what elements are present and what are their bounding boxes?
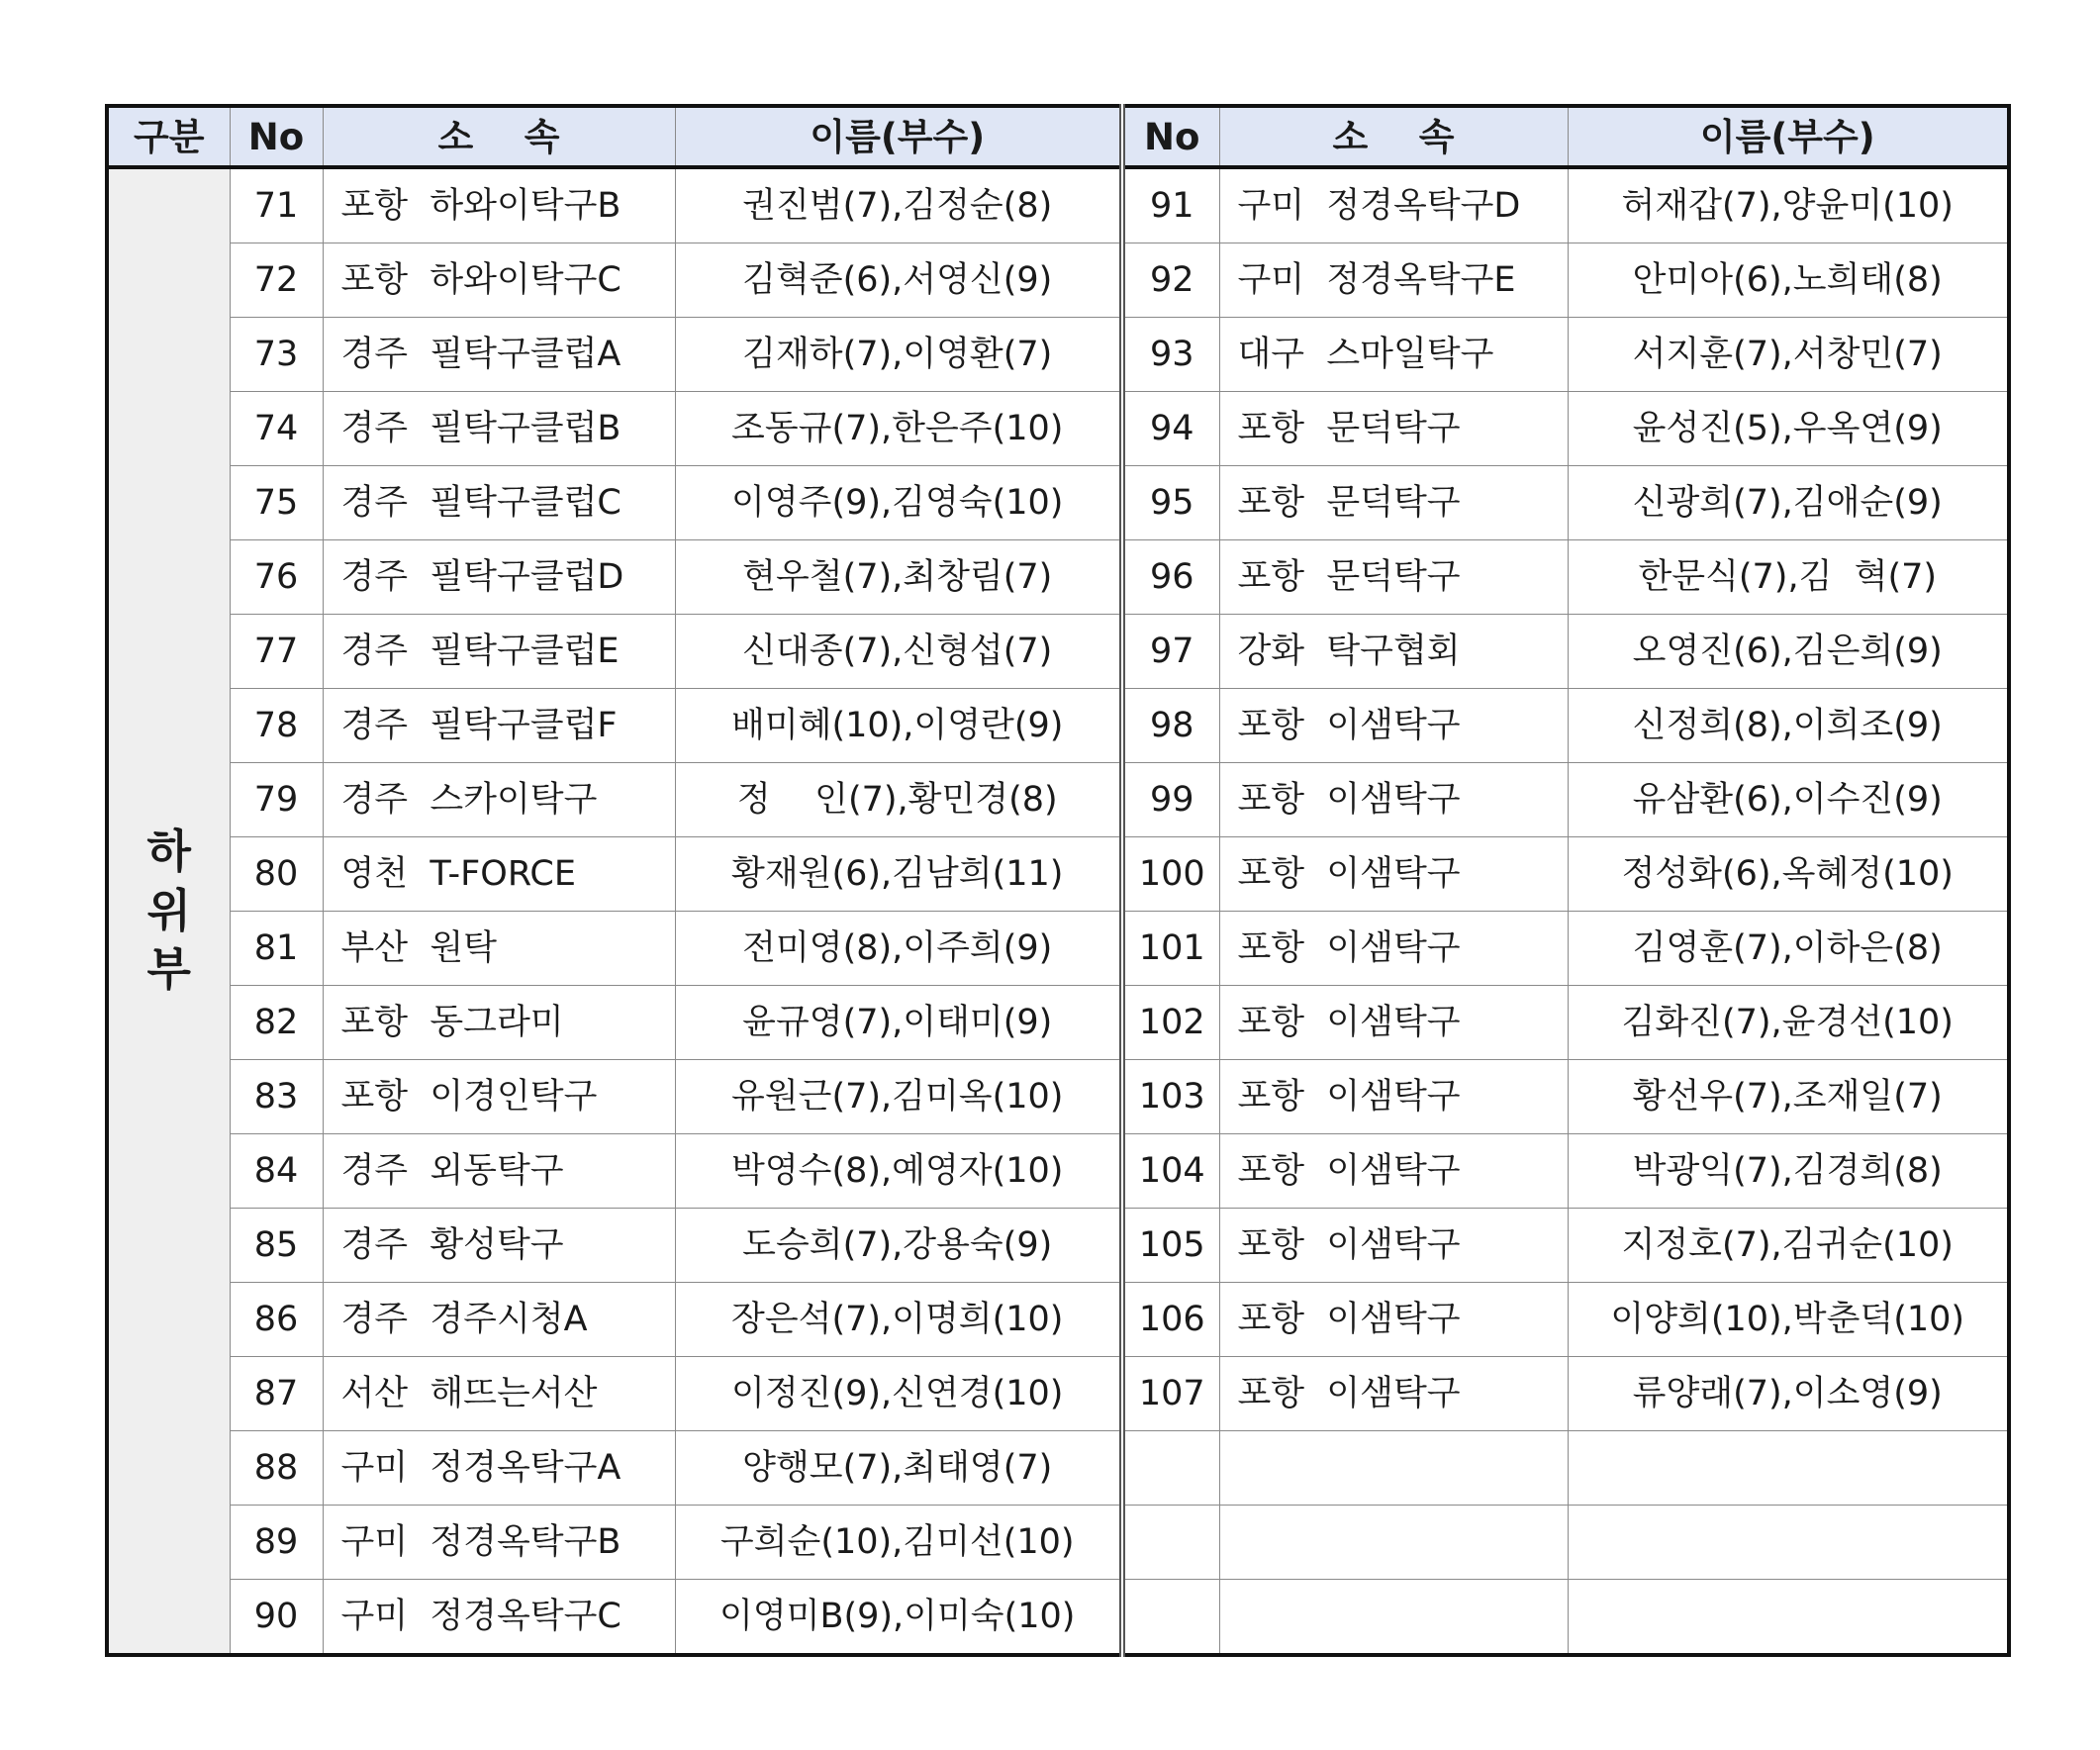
- entry-no-left: 72: [230, 243, 323, 318]
- entry-no-right: 99: [1122, 763, 1219, 837]
- affiliation-right: 포항 문덕탁구: [1219, 540, 1568, 615]
- player-names-left: 양행모(7),최태영(7): [675, 1431, 1122, 1506]
- affiliation-left: 포항 하와이탁구B: [323, 167, 675, 243]
- division-label-char: 하: [146, 824, 191, 878]
- table-row: [107, 1209, 2009, 1283]
- affiliation-right: 포항 이샘탁구: [1219, 1209, 1568, 1283]
- table-row: [107, 1431, 2009, 1506]
- table-row: [107, 837, 2009, 912]
- entry-no-right: 91: [1122, 167, 1219, 243]
- entry-no-left: 81: [230, 912, 323, 986]
- player-names-left: 구희순(10),김미선(10): [675, 1506, 1122, 1580]
- player-names-right: 정성화(6),옥혜정(10): [1568, 837, 2009, 912]
- entry-no-right: 95: [1122, 466, 1219, 540]
- player-names-left: 현우철(7),최창림(7): [675, 540, 1122, 615]
- entry-no-right: 107: [1122, 1357, 1219, 1431]
- entry-no-right: 106: [1122, 1283, 1219, 1357]
- affiliation-left: 경주 황성탁구: [323, 1209, 675, 1283]
- affiliation-left: 부산 원탁: [323, 912, 675, 986]
- player-names-right: [1568, 1506, 2009, 1580]
- player-names-left: 장은석(7),이명희(10): [675, 1283, 1122, 1357]
- header-no-left: No: [230, 106, 323, 167]
- entry-no-right: 102: [1122, 986, 1219, 1060]
- affiliation-right: 포항 이샘탁구: [1219, 1060, 1568, 1134]
- division-label-char: 부: [146, 942, 191, 997]
- player-names-right: 안미아(6),노희태(8): [1568, 243, 2009, 318]
- table-row: [107, 318, 2009, 392]
- table-row: [107, 763, 2009, 837]
- affiliation-left: 경주 필탁구클럽E: [323, 615, 675, 689]
- affiliation-left: 서산 해뜨는서산: [323, 1357, 675, 1431]
- division-label-char: 위: [146, 883, 191, 937]
- affiliation-left: 경주 필탁구클럽A: [323, 318, 675, 392]
- affiliation-right: 포항 이샘탁구: [1219, 837, 1568, 912]
- table-row: [107, 1506, 2009, 1580]
- table-row: [107, 912, 2009, 986]
- entry-no-right: 93: [1122, 318, 1219, 392]
- table-row: [107, 1060, 2009, 1134]
- division-cell: [107, 167, 230, 1655]
- player-names-right: 김화진(7),윤경선(10): [1568, 986, 2009, 1060]
- entry-no-left: 80: [230, 837, 323, 912]
- affiliation-left: 포항 동그라미: [323, 986, 675, 1060]
- affiliation-left: 경주 필탁구클럽D: [323, 540, 675, 615]
- entry-no-right: 98: [1122, 689, 1219, 763]
- entry-no-left: 89: [230, 1506, 323, 1580]
- affiliation-right: 구미 정경옥탁구D: [1219, 167, 1568, 243]
- entry-no-left: 88: [230, 1431, 323, 1506]
- entry-no-left: 84: [230, 1134, 323, 1209]
- player-names-left: 조동규(7),한은주(10): [675, 392, 1122, 466]
- affiliation-right: [1219, 1506, 1568, 1580]
- entry-no-right: [1122, 1506, 1219, 1580]
- entry-no-left: 82: [230, 986, 323, 1060]
- player-names-left: 정 인(7),황민경(8): [675, 763, 1122, 837]
- entry-no-left: 73: [230, 318, 323, 392]
- table-row: [107, 1283, 2009, 1357]
- player-names-right: 유삼환(6),이수진(9): [1568, 763, 2009, 837]
- header-row: [107, 106, 2009, 167]
- affiliation-right: 포항 이샘탁구: [1219, 912, 1568, 986]
- affiliation-right: 포항 이샘탁구: [1219, 1283, 1568, 1357]
- entry-no-left: 87: [230, 1357, 323, 1431]
- table-row: [107, 392, 2009, 466]
- affiliation-right: 대구 스마일탁구: [1219, 318, 1568, 392]
- affiliation-right: [1219, 1580, 1568, 1656]
- affiliation-left: 구미 정경옥탁구A: [323, 1431, 675, 1506]
- player-names-left: 윤규영(7),이태미(9): [675, 986, 1122, 1060]
- entry-no-left: 77: [230, 615, 323, 689]
- entry-no-right: 105: [1122, 1209, 1219, 1283]
- entry-no-right: [1122, 1431, 1219, 1506]
- entry-no-right: 94: [1122, 392, 1219, 466]
- affiliation-left: 영천 T-FORCE: [323, 837, 675, 912]
- entry-no-left: 74: [230, 392, 323, 466]
- affiliation-left: 포항 이경인탁구: [323, 1060, 675, 1134]
- entry-no-left: 85: [230, 1209, 323, 1283]
- entry-no-right: [1122, 1580, 1219, 1656]
- player-names-right: 허재갑(7),양윤미(10): [1568, 167, 2009, 243]
- header-names-left: 이름(부수): [675, 106, 1122, 167]
- player-names-left: 황재원(6),김남희(11): [675, 837, 1122, 912]
- affiliation-right: 포항 문덕탁구: [1219, 392, 1568, 466]
- entry-no-right: 104: [1122, 1134, 1219, 1209]
- affiliation-right: 강화 탁구협회: [1219, 615, 1568, 689]
- header-division: 구분: [107, 106, 230, 167]
- entry-no-right: 103: [1122, 1060, 1219, 1134]
- entry-no-left: 86: [230, 1283, 323, 1357]
- player-names-right: 류양래(7),이소영(9): [1568, 1357, 2009, 1431]
- player-names-left: 신대종(7),신형섭(7): [675, 615, 1122, 689]
- affiliation-left: 경주 스카이탁구: [323, 763, 675, 837]
- entry-no-right: 92: [1122, 243, 1219, 318]
- table-row: [107, 986, 2009, 1060]
- affiliation-left: 포항 하와이탁구C: [323, 243, 675, 318]
- player-names-left: 이영주(9),김영숙(10): [675, 466, 1122, 540]
- player-names-right: 한문식(7),김 혁(7): [1568, 540, 2009, 615]
- entry-no-right: 101: [1122, 912, 1219, 986]
- entry-no-left: 71: [230, 167, 323, 243]
- player-names-right: 윤성진(5),우옥연(9): [1568, 392, 2009, 466]
- affiliation-right: 포항 문덕탁구: [1219, 466, 1568, 540]
- affiliation-left: 경주 필탁구클럽F: [323, 689, 675, 763]
- affiliation-left: 경주 경주시청A: [323, 1283, 675, 1357]
- table-row: [107, 540, 2009, 615]
- entry-no-left: 90: [230, 1580, 323, 1656]
- player-names-right: 김영훈(7),이하은(8): [1568, 912, 2009, 986]
- affiliation-left: 경주 필탁구클럽B: [323, 392, 675, 466]
- player-names-right: 이양희(10),박춘덕(10): [1568, 1283, 2009, 1357]
- player-names-right: 황선우(7),조재일(7): [1568, 1060, 2009, 1134]
- roster-body: [107, 167, 2009, 1655]
- entry-no-right: 96: [1122, 540, 1219, 615]
- table-row: [107, 167, 2009, 243]
- table-row: [107, 615, 2009, 689]
- roster-table: [105, 104, 2011, 1657]
- header-affiliation-left: 소 속: [323, 106, 675, 167]
- player-names-left: 이영미B(9),이미숙(10): [675, 1580, 1122, 1656]
- player-names-right: 신정희(8),이희조(9): [1568, 689, 2009, 763]
- affiliation-right: 포항 이샘탁구: [1219, 763, 1568, 837]
- player-names-left: 배미혜(10),이영란(9): [675, 689, 1122, 763]
- affiliation-right: 포항 이샘탁구: [1219, 689, 1568, 763]
- player-names-right: [1568, 1580, 2009, 1656]
- entry-no-left: 79: [230, 763, 323, 837]
- table-row: [107, 243, 2009, 318]
- player-names-right: 박광익(7),김경희(8): [1568, 1134, 2009, 1209]
- player-names-left: 도승희(7),강용숙(9): [675, 1209, 1122, 1283]
- header-affiliation-right: 소 속: [1219, 106, 1568, 167]
- affiliation-left: 경주 필탁구클럽C: [323, 466, 675, 540]
- player-names-right: 서지훈(7),서창민(7): [1568, 318, 2009, 392]
- table-row: [107, 1134, 2009, 1209]
- affiliation-left: 구미 정경옥탁구C: [323, 1580, 675, 1656]
- table-row: [107, 1580, 2009, 1656]
- player-names-left: 유원근(7),김미옥(10): [675, 1060, 1122, 1134]
- entry-no-left: 83: [230, 1060, 323, 1134]
- header-names-right: 이름(부수): [1568, 106, 2009, 167]
- entry-no-right: 97: [1122, 615, 1219, 689]
- table-row: [107, 1357, 2009, 1431]
- entry-no-left: 76: [230, 540, 323, 615]
- player-names-right: [1568, 1431, 2009, 1506]
- player-names-left: 이정진(9),신연경(10): [675, 1357, 1122, 1431]
- player-names-left: 박영수(8),예영자(10): [675, 1134, 1122, 1209]
- affiliation-right: 포항 이샘탁구: [1219, 1134, 1568, 1209]
- player-names-left: 전미영(8),이주희(9): [675, 912, 1122, 986]
- affiliation-left: 구미 정경옥탁구B: [323, 1506, 675, 1580]
- player-names-left: 김혁준(6),서영신(9): [675, 243, 1122, 318]
- affiliation-right: [1219, 1431, 1568, 1506]
- player-names-right: 오영진(6),김은희(9): [1568, 615, 2009, 689]
- player-names-left: 권진범(7),김정순(8): [675, 167, 1122, 243]
- table-row: [107, 689, 2009, 763]
- player-names-right: 신광희(7),김애순(9): [1568, 466, 2009, 540]
- affiliation-right: 포항 이샘탁구: [1219, 1357, 1568, 1431]
- affiliation-left: 경주 외동탁구: [323, 1134, 675, 1209]
- entry-no-right: 100: [1122, 837, 1219, 912]
- table-row: [107, 466, 2009, 540]
- player-names-left: 김재하(7),이영환(7): [675, 318, 1122, 392]
- affiliation-right: 구미 정경옥탁구E: [1219, 243, 1568, 318]
- affiliation-right: 포항 이샘탁구: [1219, 986, 1568, 1060]
- player-names-right: 지정호(7),김귀순(10): [1568, 1209, 2009, 1283]
- entry-no-left: 78: [230, 689, 323, 763]
- header-no-right: No: [1122, 106, 1219, 167]
- entry-no-left: 75: [230, 466, 323, 540]
